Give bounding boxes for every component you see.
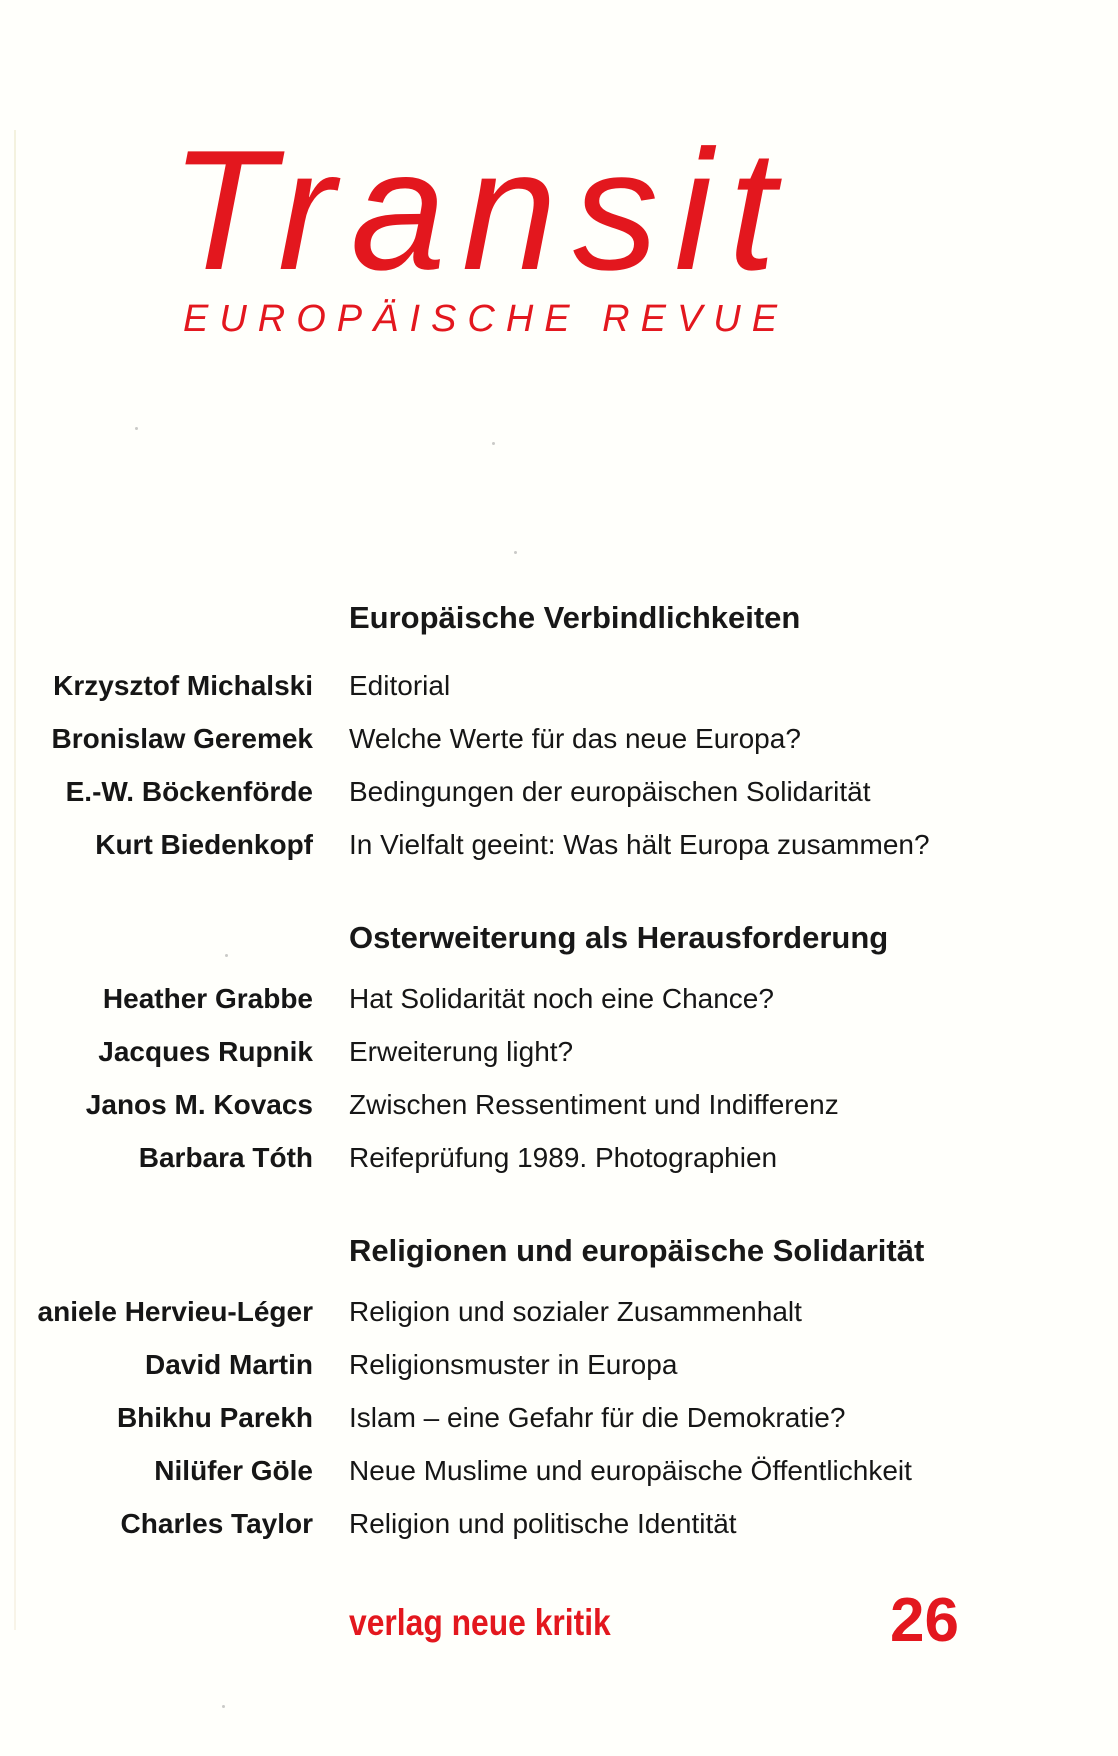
author-name: Heather Grabbe <box>102 983 313 1014</box>
toc-entry <box>0 1031 1118 1073</box>
author-name: Krzysztof Michalski <box>53 670 313 701</box>
author-name: Barbara Tóth <box>138 1142 313 1173</box>
magazine-subtitle: EUROPÄISCHE REVUE <box>183 298 789 340</box>
article-title: Religionsmuster in Europa <box>349 1349 678 1380</box>
article-title: Bedingungen der europäischen Solidarität <box>349 776 871 807</box>
article-title: Erweiterung light? <box>349 1036 574 1067</box>
issue-number: 26 <box>890 1586 959 1655</box>
publisher-name: verlag neue kritik <box>349 1602 611 1643</box>
toc-entry <box>0 665 1118 707</box>
article-title: Zwischen Ressentiment und Indifferenz <box>349 1089 839 1120</box>
article-title: Islam – eine Gefahr für die Demokratie? <box>349 1402 846 1433</box>
article-title: Reifeprüfung 1989. Photographien <box>349 1142 778 1173</box>
author-name: David Martin <box>144 1349 313 1380</box>
author-name: Charles Taylor <box>120 1508 313 1539</box>
toc-entry <box>0 1344 1118 1386</box>
author-name: Jacques Rupnik <box>98 1036 313 1067</box>
article-title: Religion und politische Identität <box>349 1508 737 1539</box>
article-title: Religion und sozialer Zusammenhalt <box>349 1296 802 1327</box>
section-heading-europaeische-verbindlichkeiten: Europäische Verbindlichkeiten <box>349 600 801 635</box>
author-name: Nilüfer Göle <box>154 1455 313 1486</box>
author-name: Kurt Biedenkopf <box>95 829 313 860</box>
scan-speck <box>222 1705 225 1708</box>
magazine-title: Transit <box>170 115 792 306</box>
author-name: aniele Hervieu-Léger <box>37 1296 313 1327</box>
toc-entry <box>0 1084 1118 1126</box>
toc-entry <box>0 718 1118 760</box>
article-title: Neue Muslime und europäische Öffentlichkeit <box>349 1455 912 1486</box>
article-title: In Vielfalt geeint: Was hält Europa zusammen? <box>349 829 930 860</box>
toc-entry <box>0 1291 1118 1333</box>
section-heading-osterweiterung: Osterweiterung als Herausforderung <box>349 920 889 955</box>
scan-speck <box>492 442 495 445</box>
scan-speck <box>514 551 517 554</box>
scan-speck <box>135 427 138 430</box>
section-heading-religionen: Religionen und europäische Solidarität <box>349 1233 925 1268</box>
toc-entry <box>0 978 1118 1020</box>
toc-entry <box>0 1450 1118 1492</box>
author-name: E.-W. Böckenförde <box>65 776 313 807</box>
author-name: Bhikhu Parekh <box>116 1402 313 1433</box>
article-title: Editorial <box>349 670 451 701</box>
author-name: Janos M. Kovacs <box>85 1089 313 1120</box>
toc-entry <box>0 824 1118 866</box>
article-title: Hat Solidarität noch eine Chance? <box>349 983 774 1014</box>
toc-entry <box>0 771 1118 813</box>
toc-entry <box>0 1397 1118 1439</box>
toc-entry <box>0 1137 1118 1179</box>
toc-entry <box>0 1503 1118 1545</box>
article-title: Welche Werte für das neue Europa? <box>349 723 801 754</box>
scan-speck <box>225 954 228 957</box>
author-name: Bronislaw Geremek <box>51 723 313 754</box>
